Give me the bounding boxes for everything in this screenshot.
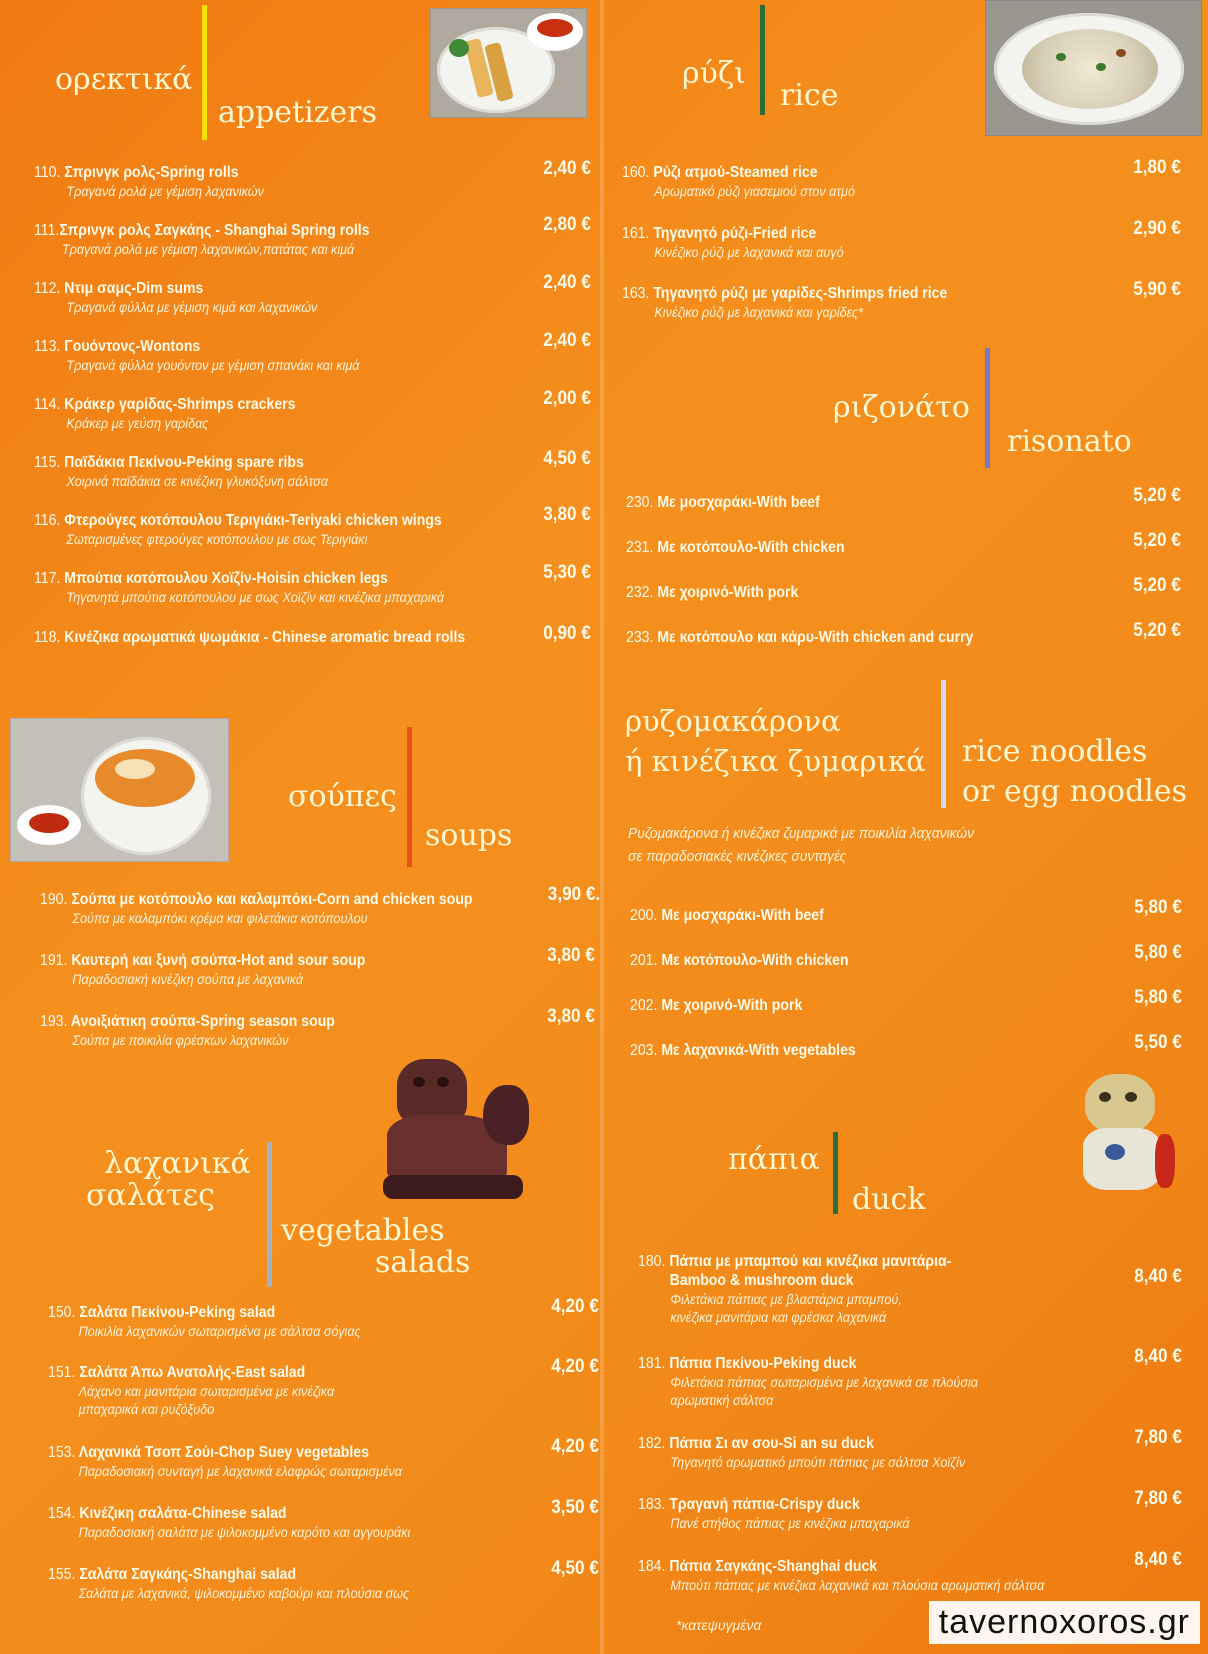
noodles-intro-line1: Ρυζομακάρονα ή κινέζικα ζυμαρικά με ποικιλία λαχανικών xyxy=(628,825,975,842)
spring-rolls-photo xyxy=(430,8,587,118)
price: 4,50 € xyxy=(543,448,591,469)
menu-item: 230. Με μοσχαράκι-With beef xyxy=(626,494,820,511)
price: 5,20 € xyxy=(1133,485,1181,506)
menu-item: 200. Με μοσχαράκι-With beef xyxy=(630,907,824,924)
soups-heading-english: soups xyxy=(425,818,513,853)
menu-item: 181. Πάπια Πεκίνου-Peking duck Φιλετάκια πάπιας σωταρισμένα με λαχανικά σε πλούσια αρωματική σάλτσα xyxy=(638,1355,978,1408)
price: 5,80 € xyxy=(1134,942,1182,963)
price: 3,80 € xyxy=(547,945,595,966)
duck-heading-greek: πάπια xyxy=(728,1142,820,1177)
fried-rice-photo xyxy=(985,0,1202,136)
menu-item: 180. Πάπια με μπαμπού και κινέζικα μανιτάρια- Bamboo & mushroom duck Φιλετάκια πάπιας με βλαστάρια μπαμπού, κινέζικα μανιτάρια και φρέσκα λαχανικά xyxy=(638,1253,952,1325)
price: 4,20 € xyxy=(551,1436,599,1457)
menu-item: 232. Με χοιρινό-With pork xyxy=(626,584,799,601)
menu-item: 154. Κινέζικη σαλάτα-Chinese salad Παραδοσιακή σαλάτα με ψιλοκομμένο καρότο και αγγουράκι xyxy=(48,1505,411,1540)
price: 7,80 € xyxy=(1134,1427,1182,1448)
menu-item: 155. Σαλάτα Σαγκάης-Shanghai salad Σαλάτα με λαχανικά, ψιλοκομμένο καβούρι και πλούσια σως xyxy=(48,1566,410,1601)
menu-item: 113. Γουόντονς-Wontons Τραγανά φύλλα γουόντον με γέμιση σπανάκι και κιμά xyxy=(34,338,360,373)
appetizers-heading-greek: ορεκτικά xyxy=(55,62,193,97)
menu-item: 160. Ρύζι ατμού-Steamed rice Αρωματικό ρύζι γιασεμιού στον ατμό xyxy=(622,164,855,199)
price: 3,90 €. xyxy=(547,884,600,905)
menu-item: 163. Τηγανητό ρύζι με γαρίδες-Shrimps fried rice Κινέζικο ρύζι με λαχανικά και γαρίδες* xyxy=(622,285,948,320)
price: 2,90 € xyxy=(1133,218,1181,239)
duck-heading-english: duck xyxy=(852,1182,926,1217)
price: 0,90 € xyxy=(543,623,591,644)
risonato-heading-greek: ριζονάτο xyxy=(833,390,970,425)
noodles-heading-greek-line2: ή κινέζικα ζυμαρικά xyxy=(625,744,926,778)
price: 8,40 € xyxy=(1134,1549,1182,1570)
price: 2,40 € xyxy=(543,272,591,293)
menu-item: 193. Ανοιξιάτικη σούπα-Spring season soup Σούπα με ποικιλία φρέσκων λαχανικών xyxy=(40,1013,335,1048)
price: 3,80 € xyxy=(543,504,591,525)
salads-heading-greek-line2: σαλάτες xyxy=(86,1178,215,1213)
menu-item: 231. Με κοτόπουλο-With chicken xyxy=(626,539,845,556)
price: 3,80 € xyxy=(547,1006,595,1027)
price: 5,90 € xyxy=(1133,279,1181,300)
menu-item: 191. Καυτερή και ξυνή σούπα-Hot and sour soup Παραδοσιακή κινέζικη σούπα με λαχανικά xyxy=(40,952,366,987)
page-fold xyxy=(600,0,604,1654)
noodles-divider xyxy=(941,680,946,808)
price: 4,50 € xyxy=(551,1558,599,1579)
price: 5,30 € xyxy=(543,562,591,583)
salads-heading-english-line2: salads xyxy=(375,1245,471,1280)
risonato-divider xyxy=(985,348,990,468)
noodles-heading-english-line2: or egg noodles xyxy=(962,774,1188,809)
price: 5,20 € xyxy=(1133,530,1181,551)
price: 8,40 € xyxy=(1134,1266,1182,1287)
frozen-note: *κατεψυγμένα xyxy=(676,1617,762,1633)
price: 2,80 € xyxy=(543,214,591,235)
price: 8,40 € xyxy=(1134,1346,1182,1367)
soups-heading-greek: σούπες xyxy=(288,779,397,814)
menu-item: 182. Πάπια Σι αν σου-Si an su duck Τηγανητό αρωματικό μπούτι πάπιας με σάλτσα Χοϊζίν xyxy=(638,1435,966,1470)
rice-heading-english: rice xyxy=(780,78,839,113)
duck-divider xyxy=(833,1132,838,1214)
price: 7,80 € xyxy=(1134,1488,1182,1509)
foo-dog-figurine xyxy=(1075,1070,1195,1200)
price: 2,00 € xyxy=(543,388,591,409)
noodles-intro-line2: σε παραδοσιακές κινέζικες συνταγές xyxy=(628,848,847,865)
risonato-heading-english: risonato xyxy=(1007,424,1132,459)
menu-item: 153. Λαχανικά Τσοπ Σούι-Chop Suey vegetables Παραδοσιακή συνταγή με λαχανικά ελαφρώς σωταρισμένα xyxy=(48,1444,403,1479)
appetizers-divider xyxy=(202,5,207,140)
price: 3,50 € xyxy=(551,1497,599,1518)
rice-heading-greek: ρύζι xyxy=(682,56,746,91)
menu-item: 114. Κράκερ γαρίδας-Shrimps crackers Κράκερ με γεύση γαρίδας xyxy=(34,396,296,431)
menu-item: 190. Σούπα με κοτόπουλο και καλαμπόκι-Corn and chicken soup Σούπα με καλαμπόκι κρέμα και φιλετάκια κοτόπουλου xyxy=(40,891,473,926)
price: 1,80 € xyxy=(1133,157,1181,178)
menu-item: 161. Τηγανητό ρύζι-Fried rice Κινέζικο ρύζι με λαχανικά και αυγό xyxy=(622,225,844,260)
price: 5,80 € xyxy=(1134,897,1182,918)
price: 5,20 € xyxy=(1133,620,1181,641)
menu-item: 150. Σαλάτα Πεκίνου-Peking salad Ποικιλία λαχανικών σωταρισμένα με σάλτσα σόγιας xyxy=(48,1304,361,1339)
salads-heading-english-line1: vegetables xyxy=(281,1213,445,1248)
menu-item: 110. Σπρινγκ ρολς-Spring rolls Τραγανά ρολά με γέμιση λαχανικών xyxy=(34,164,264,199)
noodles-heading-english-line1: rice noodles xyxy=(962,734,1148,769)
menu-item: 203. Με λαχανικά-With vegetables xyxy=(630,1042,856,1059)
menu-item: 201. Με κοτόπουλο-With chicken xyxy=(630,952,849,969)
menu-item: 116. Φτερούγες κοτόπουλου Τεριγιάκι-Teriyaki chicken wings Σωταρισμένες φτερούγες κοτόπουλου με σως Τεριγιάκι xyxy=(34,512,442,547)
foo-dog-statue xyxy=(383,1055,543,1205)
menu-item: 183. Τραγανή πάπια-Crispy duck Πανέ στήθος πάπιας με κινέζικα μπαχαρικά xyxy=(638,1496,910,1531)
price: 5,50 € xyxy=(1134,1032,1182,1053)
menu-item: 233. Με κοτόπουλο και κάρυ-With chicken and curry xyxy=(626,629,974,646)
menu-item: 117. Μπούτια κοτόπουλου Χοϊζίν-Hoisin chicken legs Τηγανητά μπούτια κοτόπουλου με σως Χοϊζίν και κινέζικα μπαχαρικά xyxy=(34,570,445,605)
menu-item: 111.Σπρινγκ ρολς Σαγκάης - Shanghai Spring rolls Τραγανά ρολά με γέμιση λαχανικών,πατάτας και κιμά xyxy=(34,222,370,257)
menu-item: 184. Πάπια Σαγκάης-Shanghai duck Μπούτι πάπιας με κινέζικα λαχανικά και πλούσια αρωματική σάλτσα xyxy=(638,1558,1045,1593)
soups-divider xyxy=(407,727,412,867)
menu-item: 151. Σαλάτα Άπω Ανατολής-East salad Λάχανο και μανιτάρια σωταρισμένα με κινέζικα μπαχαρικά και ρυζόξυδο xyxy=(48,1364,335,1417)
menu-item: 202. Με χοιρινό-With pork xyxy=(630,997,803,1014)
price: 4,20 € xyxy=(551,1296,599,1317)
price: 2,40 € xyxy=(543,330,591,351)
salads-divider xyxy=(267,1142,272,1287)
price: 5,80 € xyxy=(1134,987,1182,1008)
appetizers-heading-english: appetizers xyxy=(218,95,377,130)
menu-item: 118. Κινέζικα αρωματικά ψωμάκια - Chinese aromatic bread rolls xyxy=(34,629,466,646)
menu-item: 115. Παϊδάκια Πεκίνου-Peking spare ribs Χοιρινά παϊδάκια σε κινέζικη γλυκόξυνη σάλτσα xyxy=(34,454,328,489)
rice-divider xyxy=(760,5,765,115)
soup-bowl-photo xyxy=(10,718,229,862)
watermark: tavernoxoros.gr xyxy=(929,1601,1200,1644)
price: 4,20 € xyxy=(551,1356,599,1377)
salads-heading-greek-line1: λαχανικά xyxy=(104,1146,251,1181)
price: 5,20 € xyxy=(1133,575,1181,596)
noodles-heading-greek-line1: ρυζομακάρονα xyxy=(625,704,841,738)
menu-item: 112. Ντιμ σαμς-Dim sums Τραγανά φύλλα με γέμιση κιμά και λαχανικών xyxy=(34,280,318,315)
price: 2,40 € xyxy=(543,158,591,179)
